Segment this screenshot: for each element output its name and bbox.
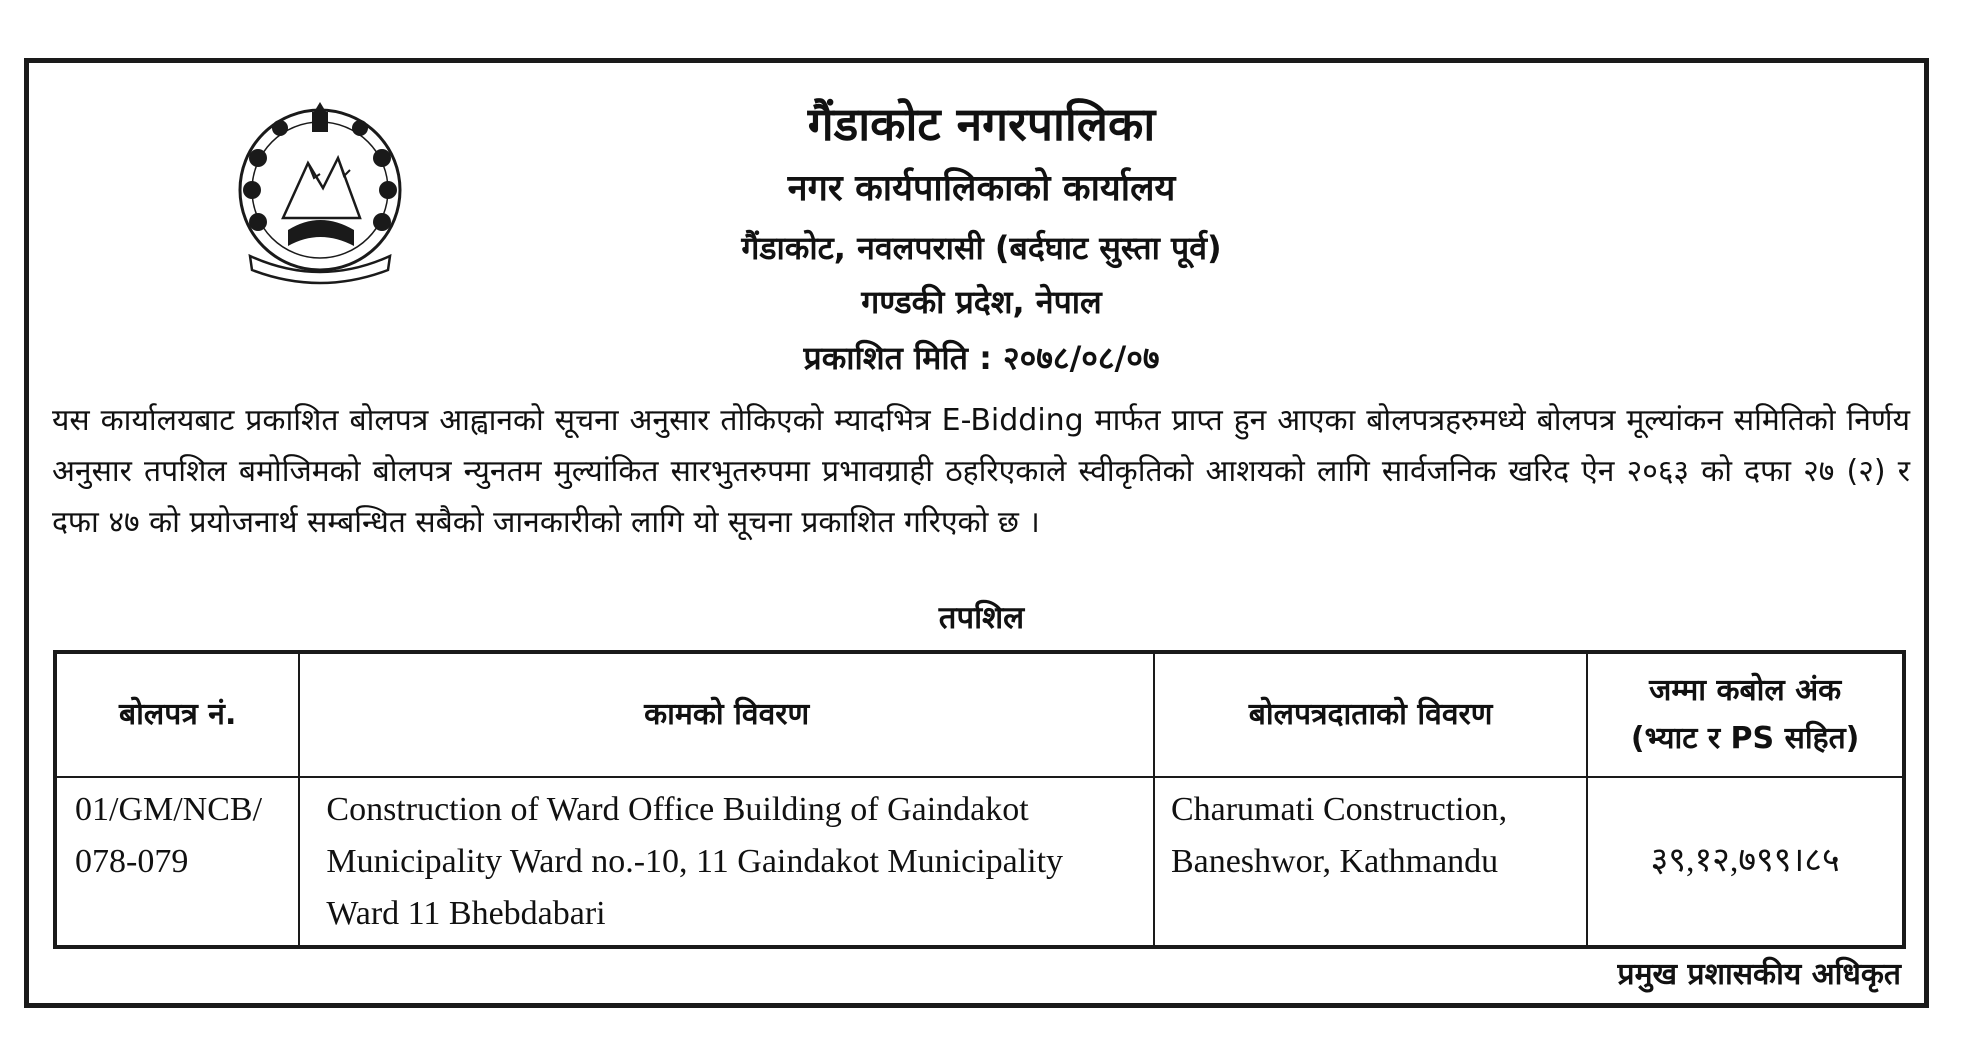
work-description-cell: Construction of Ward Office Building of Gaindakot Municipality Ward no.-10, 11 Gaindakot Municipality Ward 11 Bhebdabari bbox=[299, 777, 1154, 947]
signatory-title: प्रमुख प्रशासकीय अधिकृत bbox=[1617, 957, 1901, 992]
column-header-amount-line2: (भ्याट र PS सहित) bbox=[1630, 721, 1860, 756]
bid-results-table bbox=[53, 650, 1906, 949]
schedule-label: तपशिल bbox=[938, 600, 1025, 636]
office-name: नगर कार्यपालिकाको कार्यालय bbox=[787, 168, 1176, 209]
column-header-work: कामको विवरण bbox=[299, 652, 1154, 777]
notice-body: यस कार्यालयबाट प्रकाशित बोलपत्र आह्वानको सूचना अनुसार तोकिएको म्यादभित्र E-Bidding मार्फत प्राप्त हुन आएका बोलपत्रहरुमध्ये बोलपत्र मूल्यांकन समितिको निर्णय अनुसार तपशिल बमोजिमको बोलपत्र न्युनतम मुल्यांकित सारभुतरुपमा प्रभावग्राही ठहरिएकाले स्वीकृतिको आशयको लागि सार्वजनिक खरिद ऐन २०६३ को दफा २७ (२) र दफा ४७ को प्रयोजनार्थ सम्बन्धित सबैको जानकारीको लागि यो सूचना प्रकाशित गरिएको छ । bbox=[52, 403, 1910, 540]
table-row bbox=[55, 777, 1904, 947]
bid-amount-cell: ३९,१२,७९९।८५ bbox=[1587, 777, 1904, 947]
bidder-name: Charumati Construction, bbox=[1170, 791, 1508, 828]
bid-number-line2: 078-079 bbox=[75, 843, 189, 880]
column-header-amount bbox=[1587, 652, 1904, 777]
column-header-bidder: बोलपत्रदाताको विवरण bbox=[1154, 652, 1587, 777]
column-header-amount-line1: जम्मा कबोल अंक bbox=[1649, 673, 1842, 708]
bidder-address: Baneshwor, Kathmandu bbox=[1170, 843, 1499, 880]
table-header-row bbox=[55, 652, 1904, 777]
municipality-name: गैंडाकोट नगरपालिका bbox=[807, 97, 1156, 151]
published-date: प्रकाशित मिति : २०७८/०८/०७ bbox=[803, 339, 1160, 377]
column-header-bid-no: बोलपत्र नं. bbox=[55, 652, 299, 777]
bid-number-cell bbox=[55, 777, 299, 947]
bid-number-line1: 01/GM/NCB/ bbox=[75, 791, 263, 828]
bidder-cell bbox=[1154, 777, 1587, 947]
province-country: गण्डकी प्रदेश, नेपाल bbox=[861, 283, 1102, 321]
office-address: गैंडाकोट, नवलपरासी (बर्दघाट सुस्ता पूर्व) bbox=[741, 229, 1222, 267]
